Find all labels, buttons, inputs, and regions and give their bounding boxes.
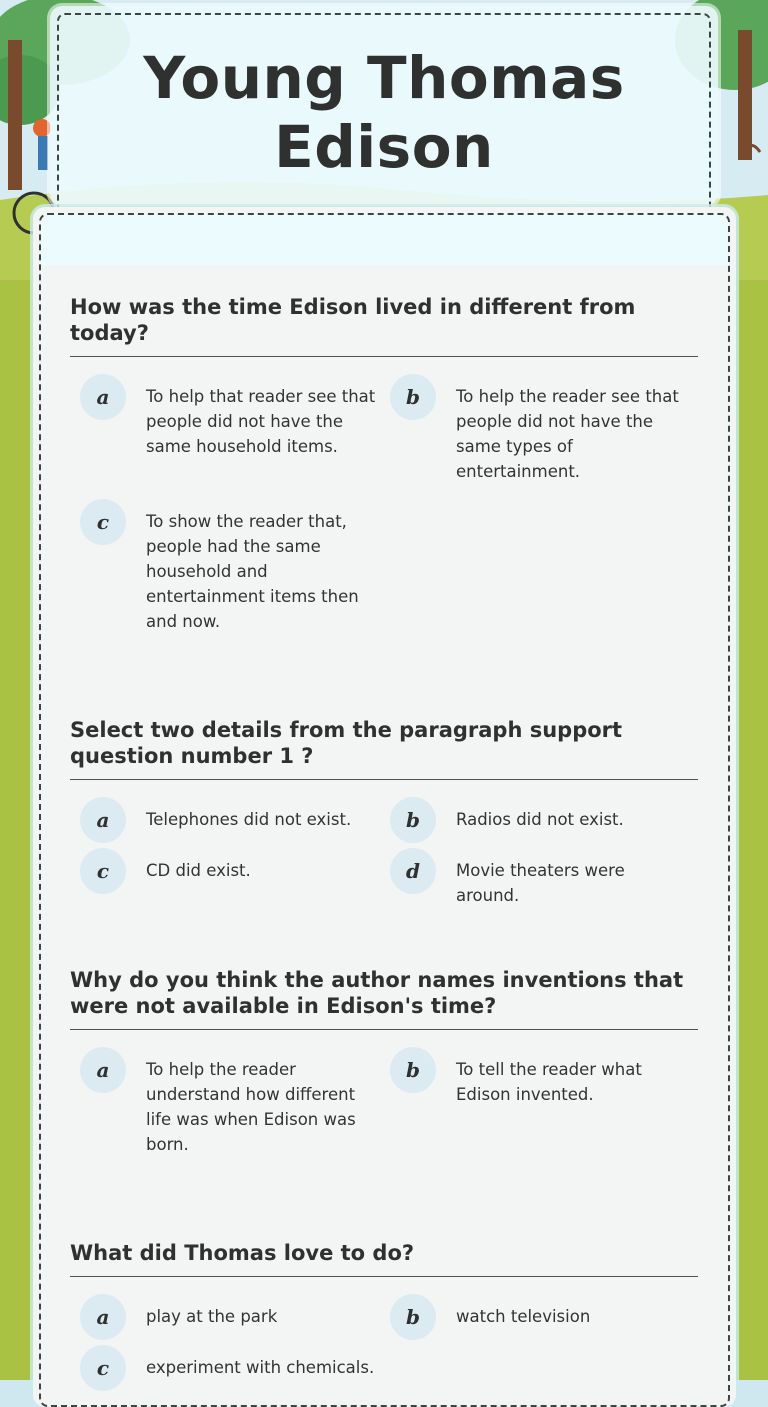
question-text: Select two details from the paragraph support question number 1 ?: [70, 717, 698, 780]
choice-letter-badge: b: [390, 374, 436, 420]
question-2: [70, 717, 698, 905]
choice-text: To tell the reader what Edison invented.: [456, 1060, 642, 1104]
choice-text: To help the reader understand how different life was when Edison was born.: [146, 1060, 356, 1154]
question-4: [70, 1240, 698, 1380]
page-title: Young Thomas Edison: [143, 44, 625, 181]
choice-text: experiment with chemicals.: [146, 1358, 375, 1377]
choice-text: Telephones did not exist.: [146, 810, 352, 829]
choice-letter-badge: c: [80, 848, 126, 894]
choice-letter-badge: c: [80, 499, 126, 545]
worksheet: [33, 207, 736, 1407]
choice-letter-badge: b: [390, 1047, 436, 1093]
choice-text: To help the reader see that people did not have the same types of entertainment.: [456, 387, 679, 481]
choice-letter-badge: c: [80, 1345, 126, 1391]
title-card: [50, 6, 718, 206]
choice-letter-badge: a: [80, 1047, 126, 1093]
question-3: [70, 967, 698, 1154]
question-1: [70, 294, 698, 631]
choice-letter-badge: a: [80, 374, 126, 420]
choice-text: To help that reader see that people did not have the same household items.: [146, 387, 376, 456]
choice-text: play at the park: [146, 1307, 278, 1326]
choice-letter-badge: b: [390, 1294, 436, 1340]
question-text: Why do you think the author names inventions that were not available in Edison's time?: [70, 967, 698, 1030]
worksheet-header-band: [41, 215, 728, 265]
question-text: How was the time Edison lived in different from today?: [70, 294, 698, 357]
choice-text: watch television: [456, 1307, 591, 1326]
choice-text: Movie theaters were around.: [456, 861, 625, 905]
choice-text: CD did exist.: [146, 861, 251, 880]
choice-text: To show the reader that, people had the same household and entertainment items then and now.: [146, 512, 359, 631]
choice-letter-badge: a: [80, 797, 126, 843]
choice-text: Radios did not exist.: [456, 810, 624, 829]
choice-letter-badge: b: [390, 797, 436, 843]
choice-letter-badge: d: [390, 848, 436, 894]
choice-letter-badge: a: [80, 1294, 126, 1340]
question-text: What did Thomas love to do?: [70, 1240, 698, 1277]
